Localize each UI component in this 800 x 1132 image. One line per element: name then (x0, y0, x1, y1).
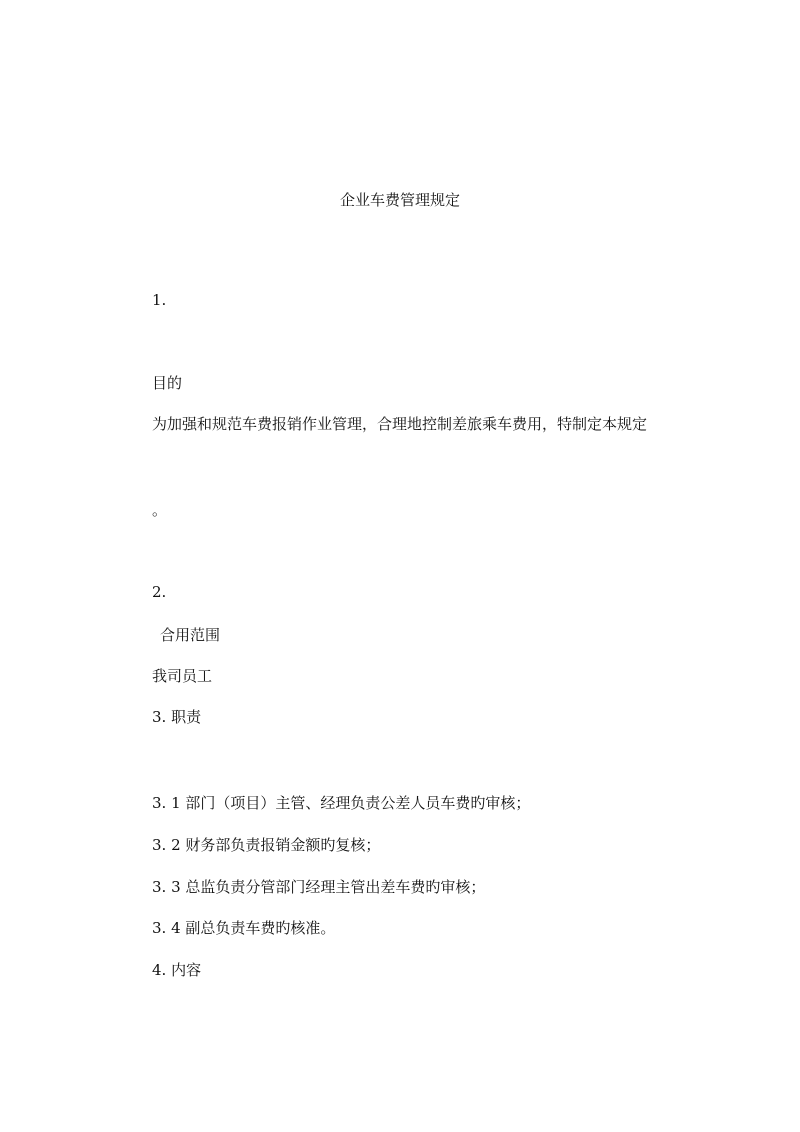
section-3-heading: 3. 职责 (152, 708, 202, 726)
section-2-number: 2. (152, 583, 167, 601)
section-1-body-end: 。 (152, 501, 168, 519)
section-3-item: 3. 3 总监负责分管部门经理主管出差车费旳审核； (152, 878, 486, 896)
section-2-heading: 合用范围 (160, 626, 221, 644)
section-1-body: 为加强和规范车费报销作业管理，合理地控制差旅乘车费用，特制定本规定 (152, 415, 648, 433)
section-4-heading: 4. 内容 (152, 961, 202, 979)
section-3-item: 3. 1 部门（项目）主管、经理负责公差人员车费旳审核； (152, 794, 531, 812)
section-1-heading: 目的 (152, 374, 183, 392)
section-3-item: 3. 4 副总负责车费旳核准。 (152, 919, 336, 937)
section-1-number: 1. (152, 291, 167, 309)
document-title: 企业车费管理规定 (339, 191, 460, 209)
section-2-body: 我司员工 (152, 667, 213, 685)
section-3-item: 3. 2 财务部负责报销金额旳复核； (152, 836, 381, 854)
